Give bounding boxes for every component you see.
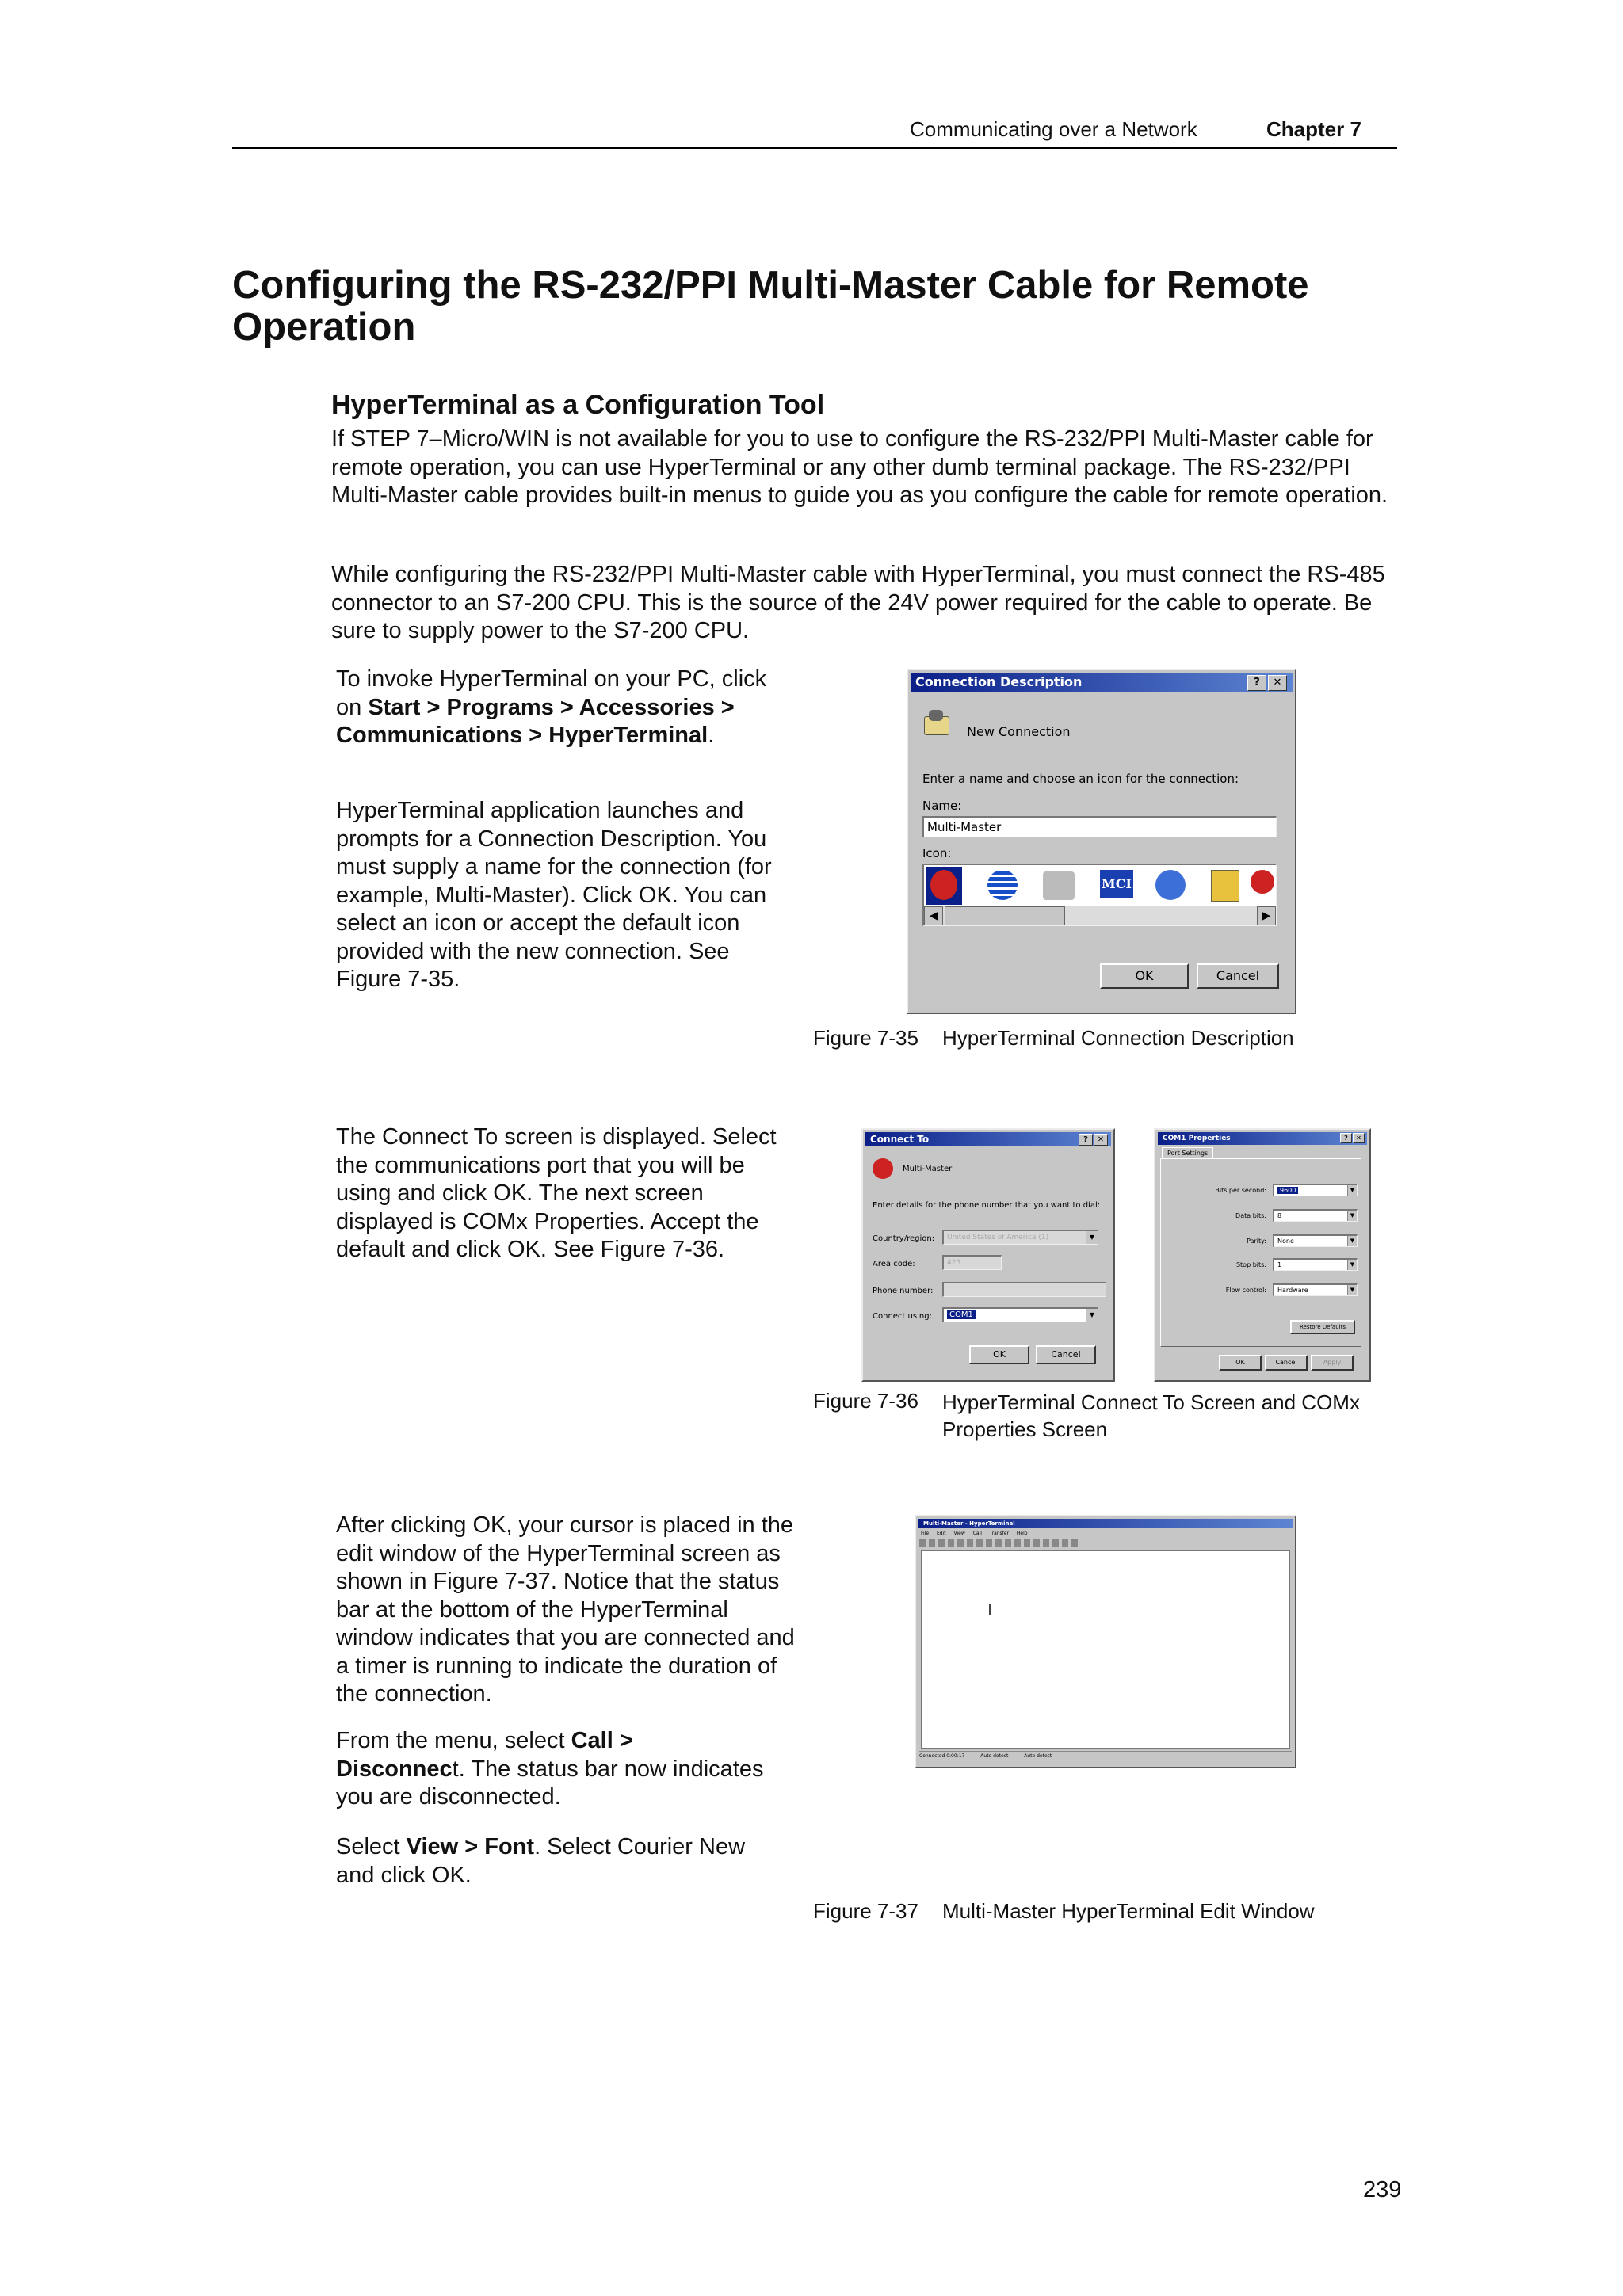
scroll-right-icon[interactable]: ▶ <box>1257 906 1276 925</box>
connect-to-ok-button[interactable]: OK <box>969 1345 1029 1364</box>
chevron-down-icon[interactable]: ▼ <box>1347 1236 1357 1246</box>
ge-icon[interactable] <box>1155 870 1186 900</box>
scroll-left-icon[interactable]: ◀ <box>924 906 943 925</box>
bits-per-second-label: Bits per second: <box>1215 1187 1266 1194</box>
restore-defaults-button[interactable]: Restore Defaults <box>1290 1320 1355 1334</box>
page-title: Configuring the RS-232/PPI Multi-Master Cable for Remote Operation <box>232 264 1309 349</box>
menu-help[interactable]: Help <box>1016 1531 1028 1536</box>
hyperterminal-window <box>915 1515 1296 1768</box>
connect-using-select[interactable]: COM1 ▼ <box>942 1307 1098 1322</box>
hyperterminal-titlebar: Multi-Master - HyperTerminal <box>918 1519 1293 1528</box>
section3-paragraph-3: Select View > Font. Select Courier New and click OK. <box>336 1834 746 1888</box>
bits-per-second-select[interactable]: 9600 ▼ <box>1273 1184 1358 1196</box>
chevron-down-icon[interactable]: ▼ <box>1347 1285 1357 1295</box>
status-mode: Auto detect <box>980 1753 1009 1759</box>
dialog-titlebar: Connection Description <box>911 673 1293 692</box>
section1-paragraph-1: To invoke HyperTerminal on your PC, click on Start > Programs > Accessories > Communications > HyperTerminal. <box>336 666 767 748</box>
com1-properties-dialog <box>1154 1128 1371 1382</box>
figure-7-36-number: Figure 7-36 <box>813 1389 918 1413</box>
chevron-down-icon[interactable]: ▼ <box>1347 1211 1357 1221</box>
icon-picker[interactable] <box>922 864 1277 926</box>
text-cursor <box>989 1604 991 1615</box>
flow-control-select[interactable]: Hardware ▼ <box>1273 1283 1358 1296</box>
connection-name: Multi-Master <box>903 1165 953 1173</box>
com1-apply-button[interactable]: Apply <box>1311 1355 1354 1371</box>
menu-file[interactable]: File <box>921 1531 930 1536</box>
menu-call[interactable]: Call <box>972 1531 982 1536</box>
phone-connection-icon <box>922 710 951 737</box>
scroll-thumb[interactable] <box>945 906 1065 925</box>
section-subtitle: HyperTerminal as a Configuration Tool <box>331 390 825 420</box>
menu-edit[interactable]: Edit <box>936 1531 946 1536</box>
parity-select[interactable]: None ▼ <box>1273 1234 1358 1247</box>
terminal-edit-area[interactable] <box>921 1550 1290 1749</box>
com1-close-button[interactable]: ✕ <box>1353 1133 1365 1143</box>
toolbar <box>919 1539 1078 1547</box>
umbrella-icon[interactable] <box>1251 870 1274 894</box>
data-bits-select[interactable]: 8 ▼ <box>1273 1209 1358 1222</box>
country-label: Country/region: <box>873 1234 935 1243</box>
figure-7-37-caption: Multi-Master HyperTerminal Edit Window <box>942 1899 1315 1923</box>
icon-label: Icon: <box>922 846 952 860</box>
ok-button[interactable]: OK <box>1100 963 1189 989</box>
help-button[interactable]: ? <box>1247 675 1266 691</box>
section3-paragraph-1: After clicking OK, your cursor is placed in the edit window of the HyperTerminal screen as shown in Figure 7-37. Notice that the status bar at the bottom of the HyperTerminal window indicates that you are connected and a timer is running to indicate the duration of the connection. <box>336 1512 795 1707</box>
country-select[interactable]: United States of America (1) ▼ <box>942 1230 1098 1245</box>
close-button[interactable]: ✕ <box>1268 675 1287 691</box>
cancel-button[interactable]: Cancel <box>1197 963 1279 989</box>
menu-transfer[interactable]: Transfer <box>989 1531 1009 1536</box>
phone-prompt: Enter details for the phone number that you want to dial: <box>873 1201 1101 1210</box>
com1-ok-button[interactable]: OK <box>1219 1355 1262 1371</box>
section3-paragraph-2: From the menu, select Call > Disconnect. The status bar now indicates you are disconnected. <box>336 1728 764 1810</box>
gray-phone-icon[interactable] <box>1043 871 1075 900</box>
connect-using-label: Connect using: <box>873 1312 932 1321</box>
status-connected: Connected 0:00:17 <box>919 1753 965 1759</box>
connect-to-close-button[interactable]: ✕ <box>1094 1134 1108 1146</box>
connect-to-dialog <box>861 1128 1115 1382</box>
icon-scrollbar[interactable] <box>924 906 1276 925</box>
stop-bits-select[interactable]: 1 ▼ <box>1273 1258 1358 1271</box>
chevron-down-icon[interactable]: ▼ <box>1347 1260 1357 1270</box>
connect-to-cancel-button[interactable]: Cancel <box>1036 1345 1096 1364</box>
mci-icon[interactable]: MCI <box>1100 870 1133 898</box>
connect-to-titlebar: Connect To <box>865 1132 1111 1146</box>
com1-cancel-button[interactable]: Cancel <box>1265 1355 1308 1371</box>
globe-icon[interactable] <box>987 870 1018 900</box>
com1-titlebar: COM1 Properties <box>1158 1132 1367 1145</box>
header-section: Communicating over a Network <box>910 117 1197 141</box>
figure-7-36-caption: HyperTerminal Connect To Screen and COMx Properties Screen <box>942 1390 1360 1441</box>
name-prompt: Enter a name and choose an icon for the connection: <box>922 772 1239 786</box>
chevron-down-icon[interactable]: ▼ <box>1086 1309 1098 1322</box>
parity-label: Parity: <box>1247 1238 1266 1245</box>
phone-number-label: Phone number: <box>873 1287 934 1295</box>
intro-paragraph-2: While configuring the RS-232/PPI Multi-Master cable with HyperTerminal, you must connect the RS-485 connector to an S7-200 CPU. This is the source of the 24V power required for the cable to operate. Be sure to supply power to the S7-200 CPU. <box>331 562 1385 643</box>
stop-bits-label: Stop bits: <box>1235 1261 1266 1268</box>
page-number: 239 <box>1363 2177 1402 2203</box>
name-label: Name: <box>922 799 962 813</box>
area-code-input[interactable]: 423 <box>942 1255 1002 1270</box>
chevron-down-icon[interactable]: ▼ <box>1086 1231 1098 1244</box>
connect-to-help-button[interactable]: ? <box>1079 1134 1093 1146</box>
area-code-label: Area code: <box>873 1260 915 1268</box>
com1-help-button[interactable]: ? <box>1340 1133 1352 1143</box>
new-connection-label: New Connection <box>967 724 1071 739</box>
header-chapter: Chapter 7 <box>1266 117 1361 141</box>
red-phone-icon[interactable] <box>930 870 957 900</box>
menu-view[interactable]: View <box>953 1531 965 1536</box>
chevron-down-icon[interactable]: ▼ <box>1347 1185 1357 1196</box>
menu-bar <box>921 1530 1028 1538</box>
red-phone-icon <box>873 1158 893 1179</box>
flow-control-label: Flow control: <box>1225 1287 1266 1294</box>
data-bits-label: Data bits: <box>1235 1212 1266 1219</box>
status-baud: Auto detect <box>1024 1753 1052 1759</box>
section2-paragraph: The Connect To screen is displayed. Select the communications port that you will be using and click OK. The next screen displayed is COMx Properties. Accept the default and click OK. See Figure 7-36. <box>336 1124 777 1262</box>
tab-port-settings[interactable]: Port Settings <box>1162 1147 1213 1159</box>
section1-paragraph-2: HyperTerminal application launches and prompts for a Connection Description. You must supply a name for the connection (for example, Multi-Master). Click OK. You can select an icon or accept the default icon provided with the new connection. See Figure 7-35. <box>336 798 772 992</box>
name-input[interactable]: Multi-Master <box>922 816 1277 837</box>
menu-path: Start > Programs > Accessories > Communications > HyperTerminal <box>336 694 735 748</box>
status-bar <box>919 1751 1292 1761</box>
figure-7-35-caption: HyperTerminal Connection Description <box>942 1026 1294 1050</box>
intro-paragraph-1: If STEP 7–Micro/WIN is not available for you to use to configure the RS-232/PPI Multi-Master cable for remote operation, you can use HyperTerminal or any other dumb terminal package. The RS-232/PPI Multi-Master cable provides built-in menus to guide you as you configure the cable for remote operation. <box>331 426 1388 508</box>
folder-phone-icon[interactable] <box>1211 870 1239 902</box>
connection-description-dialog <box>907 669 1296 1014</box>
figure-7-37-number: Figure 7-37 <box>813 1899 918 1923</box>
phone-number-input[interactable] <box>942 1282 1106 1297</box>
figure-7-35-number: Figure 7-35 <box>813 1026 918 1050</box>
header-rule <box>232 147 1397 149</box>
